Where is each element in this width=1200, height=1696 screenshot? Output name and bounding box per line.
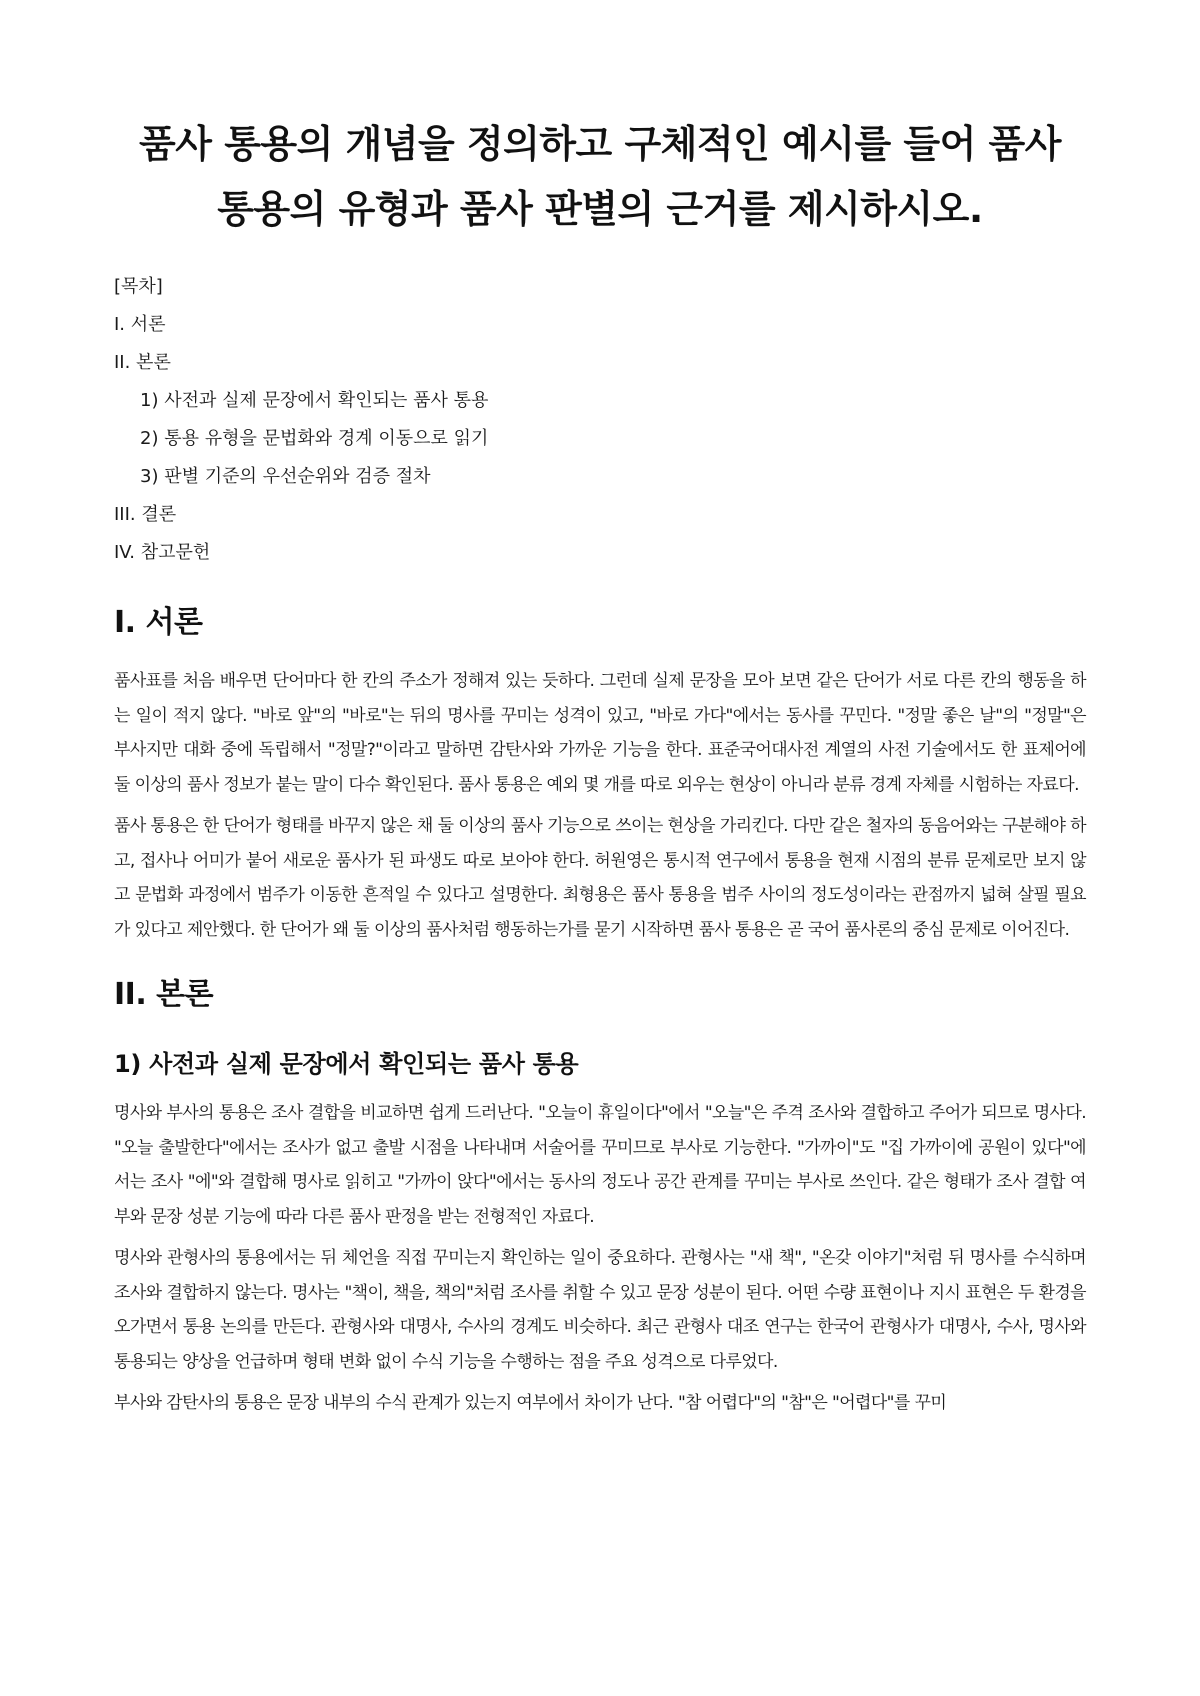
toc-item-body-1: 1) 사전과 실제 문장에서 확인되는 품사 통용	[140, 390, 489, 411]
toc-item-body: II. 본론	[114, 352, 171, 373]
section-heading-body: II. 본론	[114, 977, 214, 1012]
table-of-contents	[114, 268, 1086, 572]
toc-item-references: IV. 참고문헌	[114, 542, 211, 563]
toc-item-body-3: 3) 판별 기준의 우선순위와 검증 절차	[140, 466, 431, 487]
body-paragraph: 부사와 감탄사의 통용은 문장 내부의 수식 관계가 있는지 여부에서 차이가 난다. "참 어렵다"의 "참"은 "어렵다"를 꾸미	[114, 1393, 947, 1413]
section-heading-intro: I. 서론	[114, 605, 203, 640]
toc-item-body-2: 2) 통용 유형을 문법화와 경계 이동으로 읽기	[140, 428, 489, 449]
intro-paragraph: 품사표를 처음 배우면 단어마다 한 칸의 주소가 정해져 있는 듯하다. 그런데 실제 문장을 모아 보면 같은 단어가 서로 다른 칸의 행동을 하는 일이 적지 않다. "바로 앞"의 "바로"는 뒤의 명사를 꾸미는 성격이 있고, "바로 가다"에서는 동사를 꾸민다. "정말 좋은 날"의 "정말"은 부사지만 대화 중에 독립해서 "정말?"이라고 말하면 감탄사와 가까운 기능을 한다. 표준국어대사전 계열의 사전 기술에서도 한 표제어에 둘 이상의 품사 정보가 붙는 말이 다수 확인된다. 품사 통용은 예외 몇 개를 따로 외우는 현상이 아니라 분류 경계 자체를 시험하는 자료다.	[114, 671, 1086, 795]
body-paragraph: 명사와 부사의 통용은 조사 결합을 비교하면 쉽게 드러난다. "오늘이 휴일이다"에서 "오늘"은 주격 조사와 결합하고 주어가 되므로 명사다. "오늘 출발한다"에서는 조사가 없고 출발 시점을 나타내며 서술어를 꾸미므로 부사로 기능한다. "가까이"도 "집 가까이에 공원이 있다"에서는 조사 "에"와 결합해 명사로 읽히고 "가까이 앉다"에서는 동사의 정도나 공간 관계를 꾸미는 부사로 쓰인다. 같은 형태가 조사 결합 여부와 문장 성분 기능에 따라 다른 품사 판정을 받는 전형적인 자료다.	[114, 1103, 1086, 1227]
toc-label: [목차]	[114, 276, 163, 297]
document-title: 품사 통용의 개념을 정의하고 구체적인 예시를 들어 품사 통용의 유형과 품사 판별의 근거를 제시하시오.	[139, 122, 1061, 231]
toc-item-intro: I. 서론	[114, 314, 166, 335]
subsection-heading-1: 1) 사전과 실제 문장에서 확인되는 품사 통용	[114, 1050, 579, 1078]
toc-item-conclusion: III. 결론	[114, 504, 177, 525]
body-paragraph: 명사와 관형사의 통용에서는 뒤 체언을 직접 꾸미는지 확인하는 일이 중요하다. 관형사는 "새 책", "온갖 이야기"처럼 뒤 명사를 수식하며 조사와 결합하지 않는다. 명사는 "책이, 책을, 책의"처럼 조사를 취할 수 있고 문장 성분이 된다. 어떤 수량 표현이나 지시 표현은 두 환경을 오가면서 통용 논의를 만든다. 관형사와 대명사, 수사의 경계도 비슷하다. 최근 관형사 대조 연구는 한국어 관형사가 대명사, 수사, 명사와 통용되는 양상을 언급하며 형태 변화 없이 수식 기능을 수행하는 점을 주요 성격으로 다루었다.	[114, 1248, 1086, 1372]
intro-paragraph: 품사 통용은 한 단어가 형태를 바꾸지 않은 채 둘 이상의 품사 기능으로 쓰이는 현상을 가리킨다. 다만 같은 철자의 동음어와는 구분해야 하고, 접사나 어미가 붙어 새로운 품사가 된 파생도 따로 보아야 한다. 허원영은 통시적 연구에서 통용을 현재 시점의 분류 문제로만 보지 않고 문법화 과정에서 범주가 이동한 흔적일 수 있다고 설명한다. 최형용은 품사 통용을 범주 사이의 정도성이라는 관점까지 넓혀 살필 필요가 있다고 제안했다. 한 단어가 왜 둘 이상의 품사처럼 행동하는가를 묻기 시작하면 품사 통용은 곧 국어 품사론의 중심 문제로 이어진다.	[114, 816, 1086, 940]
